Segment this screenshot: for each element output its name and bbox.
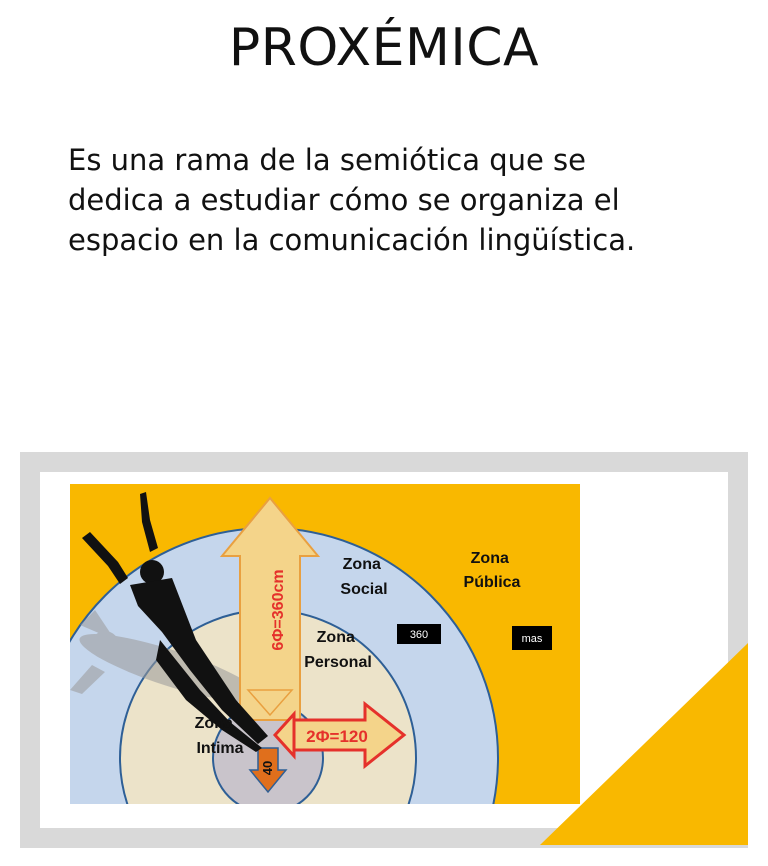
slide-title: PROXÉMICA: [228, 18, 540, 78]
label-zona-intima: Zona Intima: [194, 715, 244, 757]
label-zona-social: Zona Social: [340, 556, 388, 598]
label-zona-personal: Zona Personal: [304, 629, 372, 671]
box-mas-label: mas: [521, 633, 543, 645]
label-vertical-arrow: 6Φ=360cm: [270, 569, 287, 651]
box-360-label: 360: [409, 629, 429, 641]
label-horizontal-arrow: 2Φ=120: [306, 727, 368, 746]
label-zona-publica: Zona Pública: [463, 550, 521, 591]
slide-body-text: Es una rama de la semiótica que se dedica a estudiar cómo se organiza el espacio en la comunicación lingüística.: [68, 143, 636, 257]
label-small-arrow: 40: [260, 760, 275, 776]
